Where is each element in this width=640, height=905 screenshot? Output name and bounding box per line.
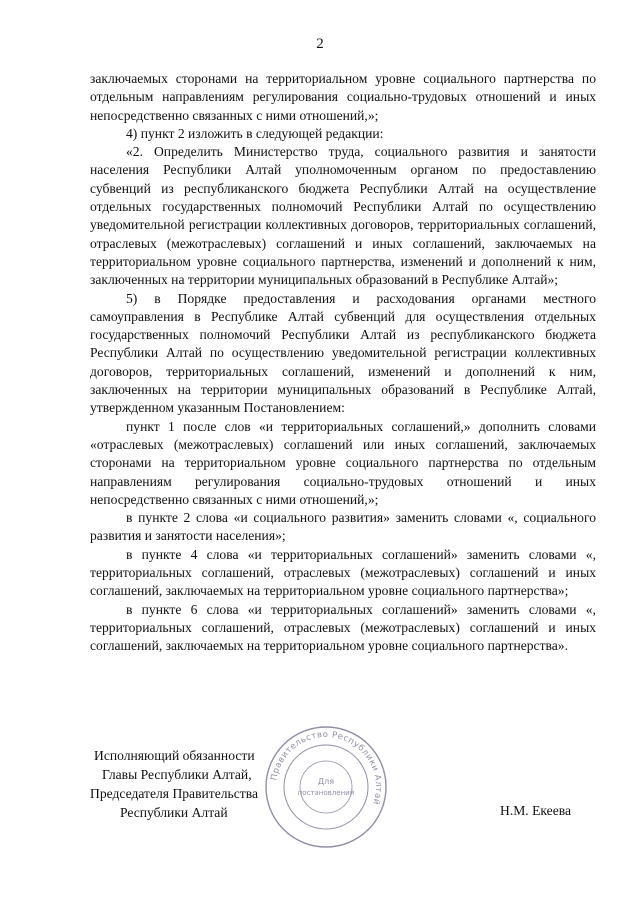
signatory-title-line-3: Председателя Правительства bbox=[90, 786, 258, 801]
signatory-block bbox=[90, 746, 258, 822]
paragraph-2: 4) пункт 2 изложить в следующей редакции: bbox=[126, 125, 384, 141]
seal-middle-ring bbox=[284, 745, 368, 829]
signatory-title-line-4: Республики Алтай bbox=[120, 805, 228, 820]
signatory-title-line-2: Главы Республики Алтай, bbox=[102, 767, 252, 782]
official-seal-stamp bbox=[263, 724, 389, 850]
seal-inner-text-2: постановлений bbox=[297, 789, 355, 797]
paragraph-8: в пункте 6 слова «и территориальных соглашений» заменить словами «, территориальных соглашений, отраслевых (межотраслевых) соглашений и иных соглашений, заключаемых на территориальном уровне социального партнерства». bbox=[90, 601, 596, 654]
seal-outer-text: Правительство Республики Алтай bbox=[269, 729, 384, 807]
page-number: 2 bbox=[316, 36, 324, 52]
paragraph-5: пункт 1 после слов «и территориальных соглашений,» дополнить словами «отраслевых (межотраслевых) соглашений или иных соглашений, заключаемых сторонами на территориальном уровне социального партнерства по отдельным направлениям регулирования социально-трудовых отношений и иных непосредственно связанных с ними отношений,»; bbox=[90, 418, 596, 507]
signer-name: Н.М. Екеева bbox=[500, 803, 572, 818]
signatory-title-line-1: Исполняющий обязанности bbox=[94, 748, 255, 763]
document-body bbox=[90, 70, 596, 656]
paragraph-6: в пункте 2 слова «и социального развития» заменить словами «, социального развития и занятости населения»; bbox=[90, 510, 596, 544]
paragraph-7: в пункте 4 слова «и территориальных соглашений» заменить словами «, территориальных соглашений, отраслевых (межотраслевых) соглашений и иных соглашений, заключаемых на территориальном уровне социального партнерства»; bbox=[90, 546, 596, 599]
seal-inner-text-1: Для bbox=[317, 777, 335, 786]
paragraph-3: «2. Определить Министерство труда, социального развития и занятости населения Республики Алтай уполномоченным органом по предоставлению субвенций из республиканского бюджета Республики Алтай на осуществление отдельных государственных полномочий Республики Алтай по осуществлению уведомительной регистрации коллективных договоров, территориальных соглашений, отраслевых (межотраслевых) соглашений и иных соглашений, заключаемых на территориальном уровне социального партнерства, изменений и дополнений к ним, заключенных на территории муниципальных образований в Республике Алтай»; bbox=[90, 144, 596, 288]
seal-inner-ring bbox=[300, 761, 352, 813]
paragraph-1: заключаемых сторонами на территориальном уровне социального партнерства по отдельным направлениям регулирования социально-трудовых отношений и иных непосредственно связанных с ними отношений,»; bbox=[90, 71, 596, 123]
paragraph-4: 5) в Порядке предоставления и расходования органами местного самоуправления в Республике Алтай субвенций для осуществления отдельных государственных полномочий Республики Алтай из республиканского бюджета Республики Алтай по осуществлению уведомительной регистрации коллективных договоров, территориальных соглашений, изменений и дополнений к ним, заключенных на территории муниципальных образований в Республике Алтай, утвержденном указанным Постановлением: bbox=[90, 290, 596, 416]
